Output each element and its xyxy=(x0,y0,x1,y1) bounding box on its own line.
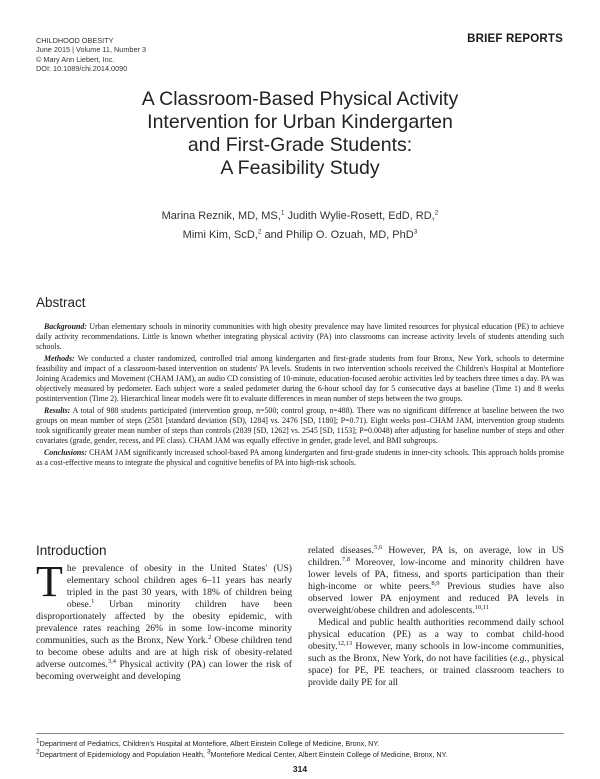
footnote-text: Department of Pediatrics, Children's Hospital at Montefiore, Albert Einstein College of Medicine, Bronx, NY. xyxy=(39,739,380,748)
citation-mark: 12,13 xyxy=(337,639,353,647)
drop-cap: T xyxy=(36,557,63,606)
body-text: Medical and public health authorities recommend daily school physical education (PE) as a way to combat child-hood obesity. xyxy=(308,617,564,652)
intro-column-left xyxy=(36,557,292,683)
footnote xyxy=(36,738,447,749)
article-title xyxy=(40,88,560,180)
abstract-label: Conclusions: xyxy=(44,448,87,457)
abstract-text: We conducted a cluster randomized, controlled trial among kindergarten and first-grade students from four Bronx, New York, schools to determine feasibility and impact of a classroom-based intervention on students' PA levels. Students in two intervention schools received the Children's Hospital at Montefiore Joining Academics and Movement (CHAM JAM), an audio CD consisting of 10-minute, education-focused aerobic activities led by teachers three times a day. PA was objectively measured by pedometer. Each subject wore a sealed pedometer during the 6-hour school day for 5 consecutive days at baseline (Time 1) and 8 weeks postintervention (Time 2). Hierarchical linear models were fit to evaluate differences in mean number of steps between the two groups. xyxy=(36,354,564,403)
body-text: he prevalence of obesity in the United States' (US) elementary school children ages 6–11 years has nearly tripled in the past 30 years, with 18% of children being obese. xyxy=(66,563,292,610)
footnote-mark: 2 xyxy=(36,748,40,756)
body-text: Urban minority children have been disproportionately affected by the obesity epidemic, with prevalence rates reaching 26% in some low-income minority communities, such as the Bronx, New York. xyxy=(36,599,292,646)
body-text: However, many schools in low-income communities, such as the Bronx, New York, do not have facilities ( xyxy=(308,641,564,664)
title-line: A Classroom-Based Physical Activity xyxy=(141,88,459,110)
footnote-text: Montefiore Medical Center, Albert Einstein College of Medicine, Bronx, NY. xyxy=(210,750,448,759)
author-name: and Philip O. Ozuah, MD, PhD xyxy=(261,229,414,241)
author-name: Mimi Kim, ScD, xyxy=(182,229,258,241)
title-line: Intervention for Urban Kindergarten xyxy=(147,111,453,133)
body-text: Obese children tend to become obese adults and are at high risk of obesity-related adverse outcomes. xyxy=(36,635,292,670)
footnotes xyxy=(36,738,447,760)
body-text: Previous studies have also observed lower PA enjoyment and reduced PA levels in overweight/obese children and adolescents. xyxy=(308,581,564,616)
abstract-conclusions xyxy=(36,448,564,468)
author-line xyxy=(60,207,540,226)
footnote-mark: 3 xyxy=(207,748,211,756)
intro-paragraph xyxy=(308,617,564,689)
citation-mark: 3,4 xyxy=(107,657,117,665)
affiliation-mark: 2 xyxy=(434,209,439,217)
intro-column-right xyxy=(308,545,564,689)
abstract-label: Results: xyxy=(44,406,71,415)
abstract-background xyxy=(36,322,564,352)
abstract-methods xyxy=(36,354,564,404)
title-line: A Feasibility Study xyxy=(220,157,380,179)
page-number: 314 xyxy=(292,764,308,774)
citation-mark: 1 xyxy=(91,597,95,605)
citation-mark: 7,8 xyxy=(341,555,350,563)
abstract-label: Methods: xyxy=(44,354,75,363)
body-text: However, PA is, on average, low in US children. xyxy=(308,545,564,568)
journal-meta xyxy=(36,36,146,74)
affiliation-mark: 1 xyxy=(280,209,285,217)
body-text: related diseases. xyxy=(308,545,375,556)
abstract-label: Background: xyxy=(44,322,87,331)
author-name: Marina Reznik, MD, MS, xyxy=(161,210,281,222)
section-label: BRIEF REPORTS xyxy=(467,33,563,45)
abstract-text: CHAM JAM significantly increased school-based PA among kindergarten and first-grade students in inner-city schools. This approach holds promise as a cost-effective means to integrate the physical and cognitive benefits of PA into high-risk schools. xyxy=(36,448,564,467)
body-text: Physical activity (PA) can lower the risk of becoming overweight and developing xyxy=(36,659,292,682)
author-name: Judith Wylie-Rosett, EdD, RD, xyxy=(284,210,435,222)
abstract-body xyxy=(36,322,564,470)
journal-copyright: © Mary Ann Liebert, Inc. xyxy=(36,54,115,64)
citation-mark: 10,11 xyxy=(474,603,490,611)
abstract-heading: Abstract xyxy=(36,295,86,310)
citation-mark: 8,9 xyxy=(431,579,440,587)
citation-mark: 5,6 xyxy=(374,543,383,551)
footnote-text: Department of Epidemiology and Population Health, xyxy=(39,750,208,759)
author-line xyxy=(60,226,540,245)
intro-paragraph xyxy=(36,557,292,683)
footnote-divider xyxy=(36,733,564,734)
introduction-heading: Introduction xyxy=(36,543,107,558)
body-text-italic: e.g. xyxy=(513,653,527,664)
abstract-text: A total of 988 students participated (intervention group, n=500; control group, n=488). There was no significant difference at baseline between the two groups on mean number of steps (2581 [standard deviation (SD), 1284] vs. 2476 [SD, 1180]; P=0.71). Eight weeks post–CHAM JAM, intervention group students took significantly greater mean number of steps than controls (2839 [SD, 1262] vs. 2545 [SD, 1153]; P=0.0048) after adjusting for baseline number of steps and other covariates (grade, gender, recess, and PE class). CHAM JAM was equally effective in gender, grade level, and BMI subgroups. xyxy=(36,406,564,445)
affiliation-mark: 2 xyxy=(257,228,262,236)
footnote xyxy=(36,749,447,760)
journal-name: CHILDHOOD OBESITY xyxy=(36,36,114,45)
affiliation-mark: 3 xyxy=(413,228,418,236)
body-text: Moreover, low-income and minority children have lower levels of PA, fitness, and sports participation than their high-income or white peers. xyxy=(308,557,564,592)
journal-doi: DOI: 10.1089/chi.2014.0090 xyxy=(36,64,128,74)
intro-paragraph xyxy=(308,545,564,617)
body-text: , physical space) for PE, PE teachers, or trained classroom teachers to provide daily PE for all xyxy=(308,653,564,688)
title-line: and First-Grade Students: xyxy=(187,134,413,156)
citation-mark: 2 xyxy=(208,633,212,641)
footnote-mark: 1 xyxy=(36,737,40,745)
author-list xyxy=(60,207,540,245)
abstract-results xyxy=(36,406,564,446)
abstract-text: Urban elementary schools in minority communities with high obesity prevalence may have limited resources for physical education (PE) to achieve daily activity recommendations. Little is known whether integrating physical activity (PA) into classrooms can increase activity levels of students attending such schools. xyxy=(36,322,564,351)
journal-issue: June 2015 | Volume 11, Number 3 xyxy=(36,45,147,55)
